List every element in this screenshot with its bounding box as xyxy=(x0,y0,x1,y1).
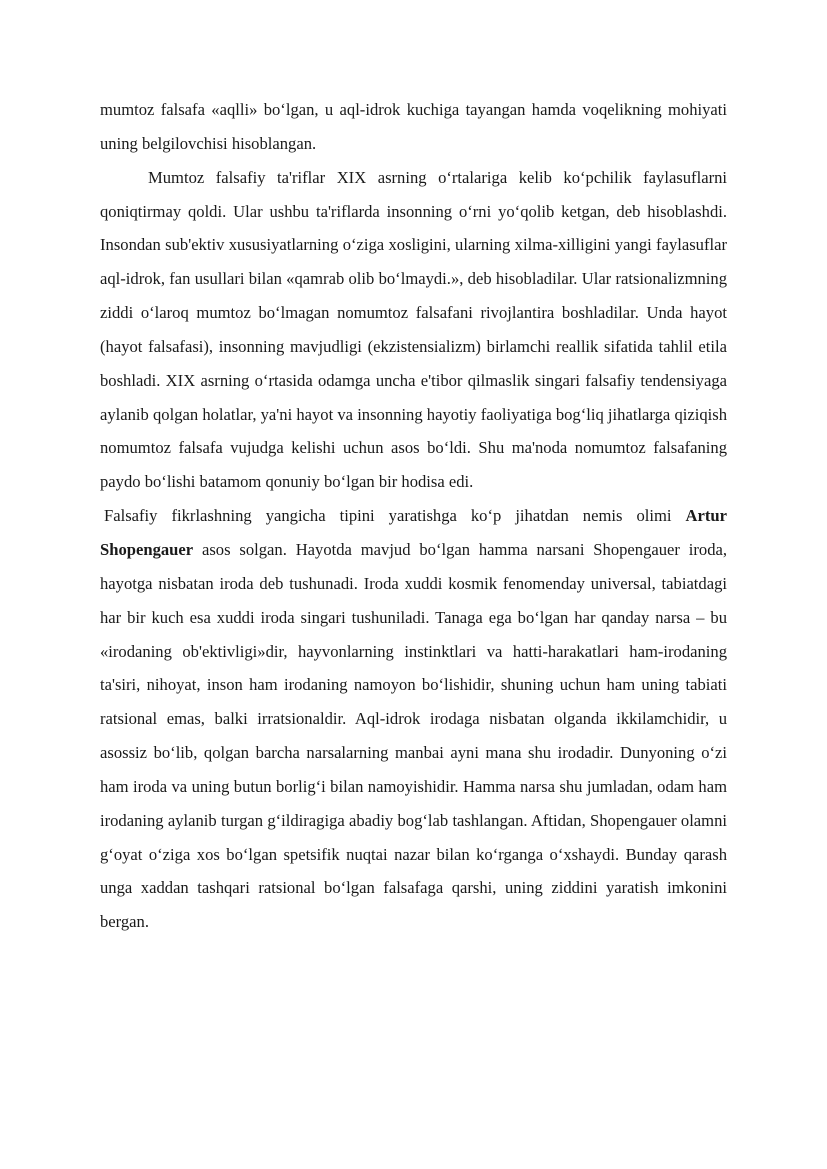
bold-name-artur-shopengauer: Artur Shopengauer xyxy=(100,506,727,559)
paragraph-classical-definitions: Mumtoz falsafiy ta'riflar XIX asrning o‘rtalariga kelib ko‘pchilik faylasuflarni qoniqtirmay qoldi. Ular ushbu ta'riflarda insonning o‘rni yo‘qolib ketgan, deb hisoblashdi. Insondan sub'ektiv xususiyatlarning o‘ziga xosligini, ularning xilma-xilligini yangi faylasuflar aql-idrok, fan usullari bilan «qamrab olib bo‘lmaydi.», deb hisobladilar. Ular ratsionalizmning ziddi o‘laroq mumtoz bo‘lmagan nomumtoz falsafani rivojlantira boshladilar. Unda hayot (hayot falsafasi), insonning mavjudligi (ekzistensializm) birlamchi reallik sifatida tahlil etila boshladi. XIX asrning o‘rtasida odamga uncha e'tibor qilmaslik singari falsafiy tendensiyaga aylanib qolgan holatlar, ya'ni hayot va insonning hayotiy faoliyatiga bog‘liq jihatlarga qiziqish nomumtoz falsafa vujudga kelishi uchun asos bo‘ldi. Shu ma'noda nomumtoz falsafaning paydo bo‘lishi batamom qonuniy bo‘lgan bir hodisa edi. xyxy=(100,167,727,492)
paragraph-text-after: asos solgan. Hayotda mavjud bo‘lgan hamma narsani Shopengauer iroda, hayotga nisbatan iroda deb tushunadi. Iroda xuddi kosmik fenomenday universal, tabiatdagi har bir kuch esa xuddi iroda singari tushuniladi. Tanaga ega bo‘lgan har qanday narsa – bu «irodaning ob'ektivligi»dir, hayvonlarning instinktlari va hatti-harakatlari ham-irodaning ta'siri, nihoyat, inson ham irodaning namoyon bo‘lishidir, shuning uchun ham uning tabiati ratsional emas, balki irratsionaldir. Aql-idrok irodaga nisbatan olganda ikkilamchidir, u asossiz bo‘lib, qolgan barcha narsalarning manbai ayni mana shu irodadir. Dunyoning o‘zi ham iroda va uning butun borlig‘i bilan namoyishidir. Hamma narsa shu jumladan, odam ham irodaning aylanib turgan g‘ildiragiga abadiy bog‘lab tashlangan. Aftidan, Shopengauer olamni g‘oyat o‘ziga xos bo‘lgan spetsifik nuqtai nazar bilan ko‘rganga o‘xshaydi. Bunday qarash unga xaddan tashqari ratsional bo‘lgan falsafaga qarshi, uning ziddini yaratish imkonini bergan. xyxy=(100,539,728,932)
paragraph-continuation: mumtoz falsafa «aqlli» bo‘lgan, u aql-idrok kuchiga tayangan hamda voqelikning mohiyati uning belgilovchisi hisoblangan. xyxy=(100,100,727,153)
paragraph-text-before: Falsafiy fikrlashning yangicha tipini yaratishga ko‘p jihatdan nemis olimi xyxy=(104,506,672,526)
paragraph-schopenhauer xyxy=(100,499,727,939)
document-page xyxy=(100,93,727,939)
